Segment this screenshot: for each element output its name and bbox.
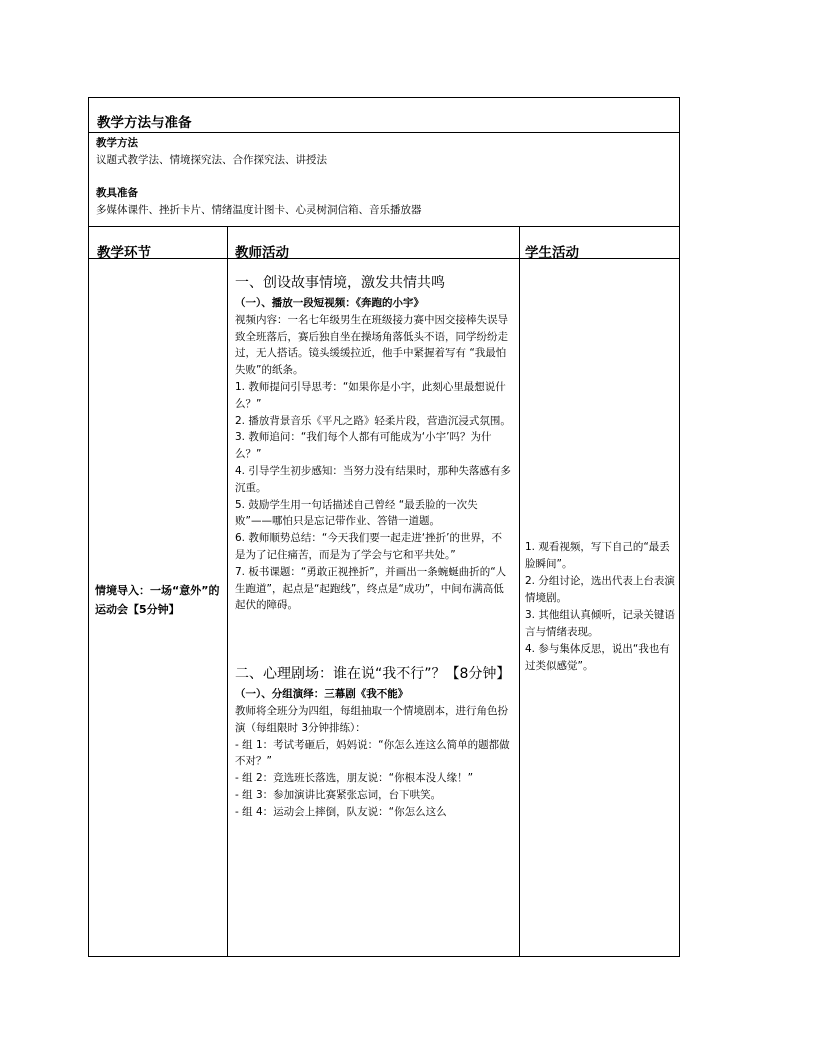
methods-heading: 教学方法 [96, 137, 138, 149]
tools-heading: 教具准备 [96, 187, 138, 199]
teacher-line: 教师将全班分为四组，每组抽取一个情境剧本，进行角色扮演（每组限时 3分钟排练）： [235, 704, 508, 734]
stage-label: 情境导入：一场“意外”的运动会【5分钟】 [95, 584, 220, 616]
teacher-line: 7. 板书课题：“勇敢正视挫折”，并画出一条蜿蜒曲折的“人生跑道”，起点是“起跑线”，终点是“成功”，中间布满高低起伏的障碍。 [235, 565, 507, 612]
teacher-line: 2. 播放背景音乐《平凡之路》轻柔片段，营造沉浸式氛围。 [235, 414, 511, 427]
column-divider [519, 226, 520, 957]
teacher-line: 3. 教师追问：“我们每个人都有可能成为‘小宇’吗？为什么？” [235, 431, 492, 461]
student-line: 3. 其他组认真倾听，记录关键语言与情绪表现。 [525, 609, 675, 638]
part2-subtitle: （一）、分组演绎：三幕剧《我不能》 [235, 688, 409, 701]
tools-text: 多媒体课件、挫折卡片、情绪温度计图卡、心灵树洞信箱、音乐播放器 [96, 204, 422, 216]
header-stage: 教学环节 [97, 245, 151, 261]
teacher-line: 5. 鼓励学生用一句话描述自己曾经 “最丢脸的一次失败”——哪怕只是忘记带作业、答错一道题。 [235, 498, 478, 528]
section-title: 教学方法与准备 [97, 115, 192, 131]
divider [89, 132, 679, 133]
divider [89, 226, 679, 227]
student-line: 1. 观看视频，写下自己的“最丢脸瞬间”。 [525, 541, 670, 570]
teacher-line: 4. 引导学生初步感知：当努力没有结果时，那种失落感有多沉重。 [235, 464, 511, 494]
teacher-activity [235, 271, 511, 821]
part1-title: 一、创设故事情境，激发共情共鸣 [235, 275, 445, 291]
teacher-line: 6. 教师顺势总结：“今天我们要一起走进‘挫折’的世界，不是为了记住痛苦，而是为了学会与它和平共处。” [235, 532, 502, 561]
part2-title: 二、心理剧场：谁在说“我不行”？【8分钟】 [235, 666, 511, 683]
teacher-line: - 组 1：考试考砸后，妈妈说：“你怎么连这么简单的题都做不对？” [235, 738, 510, 768]
student-activity [525, 539, 677, 675]
student-line: 2. 分组讨论，选出代表上台表演情境剧。 [525, 575, 675, 604]
methods-block [96, 135, 422, 219]
teacher-line: 1. 教师提问引导思考：“如果你是小宇，此刻心里最想说什么？” [235, 380, 506, 410]
spacer [235, 614, 511, 662]
teacher-line: 视频内容：一名七年级男生在班级接力赛中因交接棒失误导致全班落后，赛后独自坐在操场角落低头不语，同学纷纷走过，无人搭话。镜头缓缓拉近，他手中紧握着写有 “我最怕失败”的纸条。 [235, 313, 508, 377]
divider [89, 258, 679, 259]
header-student: 学生活动 [525, 245, 579, 261]
teacher-line: - 组 3：参加演讲比赛紧张忘词，台下哄笑。 [235, 788, 442, 801]
header-teacher: 教师活动 [235, 245, 289, 261]
teacher-line: - 组 2：竞选班长落选，朋友说：“你根本没人缘！” [235, 772, 474, 785]
part1-subtitle: （一）、播放一段短视频：《奔跑的小宇》 [235, 297, 424, 309]
teacher-line: - 组 4：运动会上摔倒，队友说：“你怎么这么 [235, 805, 447, 818]
lesson-plan-table [88, 97, 680, 957]
methods-text: 议题式教学法、情境探究法、合作探究法、讲授法 [96, 154, 327, 166]
column-divider [227, 226, 228, 957]
student-line: 4. 参与集体反思，说出“我也有过类似感觉”。 [525, 643, 670, 672]
